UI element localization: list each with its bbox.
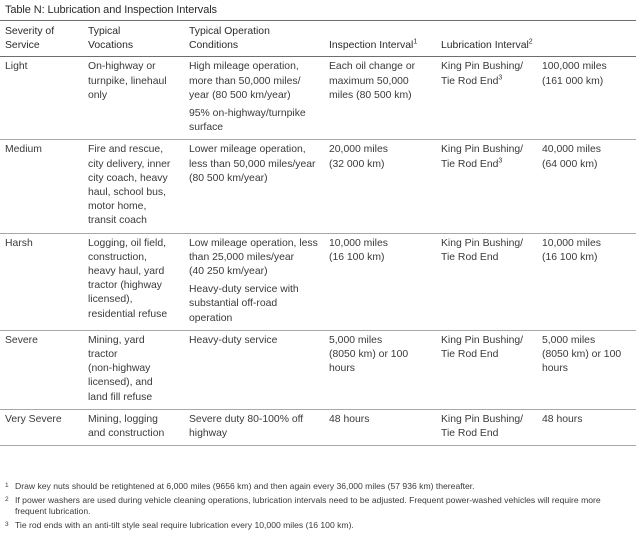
footnote-ref-1: 1 — [413, 38, 418, 46]
header-inspection-label: Inspection Interval — [329, 40, 414, 52]
vocations-cell-line: On-highway or — [88, 61, 156, 73]
table-row — [0, 140, 636, 233]
component-line: Tie Rod End — [441, 75, 499, 87]
component-line: King Pin Bushing/ — [441, 237, 524, 249]
component-line: Tie Rod End — [441, 428, 499, 440]
component-line: Tie Rod End — [441, 349, 499, 361]
conditions-cell-line: (40 250 km/year) — [189, 266, 268, 278]
conditions-cell-note-line: operation — [189, 312, 233, 324]
lube-interval-cell-line: 100,000 miles — [542, 61, 607, 73]
lube-interval-cell-line: 48 hours — [542, 413, 583, 425]
conditions-cell — [183, 140, 324, 233]
vocations-cell-line: licensed), — [88, 294, 133, 306]
vocations-cell-line: tractor (highway — [88, 280, 162, 292]
component-line: King Pin Bushing/ — [441, 334, 524, 346]
table-row — [0, 57, 636, 140]
inspection-cell — [324, 233, 436, 330]
table-header-row — [0, 21, 636, 57]
conditions-cell-note — [189, 283, 324, 326]
vocations-cell-line: Mining, logging — [88, 413, 158, 425]
table-row — [0, 409, 636, 445]
conditions-cell — [183, 330, 324, 409]
vocations-cell-line: turnpike, linehaul — [88, 75, 167, 87]
vocations-cell-line: (non-highway — [88, 363, 151, 375]
conditions-cell-line: Heavy-duty service — [189, 334, 278, 346]
conditions-cell — [183, 233, 324, 330]
footnotes — [5, 481, 633, 533]
lube-interval-cell-line: (16 100 km) — [542, 251, 598, 263]
lube-interval-cell-line: hours — [542, 363, 568, 375]
conditions-cell-line: less than 50,000 miles/year — [189, 158, 316, 170]
lube-interval-cell — [538, 330, 636, 409]
inspection-cell — [324, 409, 436, 445]
vocations-cell-line: transit coach — [88, 215, 147, 227]
conditions-cell — [183, 409, 324, 445]
severity-cell: Harsh — [0, 233, 82, 330]
component-line: Tie Rod End — [441, 158, 499, 170]
lube-interval-cell-line: (8050 km) or 100 — [542, 349, 622, 361]
vocations-cell-line: city coach, heavy — [88, 172, 168, 184]
header-lubrication — [436, 21, 636, 57]
inspection-cell-line: 10,000 miles — [329, 237, 388, 249]
conditions-cell-line: highway — [189, 428, 228, 440]
footnote — [5, 495, 633, 518]
vocations-cell — [82, 409, 183, 445]
vocations-cell-line: haul, school bus, — [88, 187, 166, 199]
inspection-cell — [324, 330, 436, 409]
conditions-cell — [183, 57, 324, 140]
inspection-cell — [324, 140, 436, 233]
vocations-cell — [82, 140, 183, 233]
inspection-cell-line: 20,000 miles — [329, 144, 388, 156]
vocations-cell — [82, 233, 183, 330]
table-title: Table N: Lubrication and Inspection Intervals — [5, 4, 217, 16]
component-cell — [436, 409, 538, 445]
conditions-cell-line: High mileage operation, — [189, 61, 299, 73]
inspection-cell-line: (16 100 km) — [329, 251, 385, 263]
vocations-cell-line: only — [88, 89, 108, 101]
vocations-cell — [82, 330, 183, 409]
header-conditions — [183, 21, 324, 57]
header-inspection — [324, 21, 436, 57]
component-line: King Pin Bushing/ — [441, 144, 524, 156]
lube-interval-cell — [538, 57, 636, 140]
inspection-cell — [324, 57, 436, 140]
header-vocations-line1: Typical — [88, 26, 121, 37]
vocations-cell-line: tractor — [88, 349, 118, 361]
vocations-cell-line: Logging, oil field, — [88, 237, 166, 249]
severity-cell: Very Severe — [0, 409, 82, 445]
lube-interval-cell — [538, 140, 636, 233]
lube-interval-cell-line: 10,000 miles — [542, 237, 601, 249]
inspection-cell-line: 5,000 miles — [329, 334, 383, 346]
footnote-ref-3: 3 — [498, 157, 503, 165]
conditions-cell-line: Severe duty 80-100% off — [189, 413, 304, 425]
vocations-cell-line: and construction — [88, 428, 165, 440]
lube-interval-cell-line: (64 000 km) — [542, 158, 598, 170]
header-severity-line1: Severity of — [5, 26, 55, 37]
conditions-cell-note-line: surface — [189, 122, 224, 134]
footnote-text: Draw key nuts should be retightened at 6,000 miles (9656 km) and then again every 36,000 miles (57 936 km) thereafter. — [15, 481, 475, 491]
header-severity-line2: Service — [5, 40, 40, 52]
footnote — [5, 481, 633, 493]
footnote-ref-2: 2 — [528, 38, 533, 46]
inspection-cell-line: (32 000 km) — [329, 158, 385, 170]
footnote-text: If power washers are used during vehicle cleaning operations, lubrication intervals need to be adjusted. Frequent power-washed vehicles will require more frequent lubrication. — [15, 494, 601, 517]
inspection-cell-line: maximum 50,000 — [329, 75, 409, 87]
component-cell — [436, 57, 538, 140]
header-conditions-line2: Conditions — [189, 40, 239, 52]
severity-cell: Medium — [0, 140, 82, 233]
vocations-cell-line: city delivery, inner — [88, 158, 171, 170]
lube-interval-cell-line: (161 000 km) — [542, 75, 604, 87]
conditions-cell-note-line: 95% on-highway/turnpike — [189, 108, 306, 120]
vocations-cell-line: Fire and rescue, — [88, 144, 164, 156]
header-vocations — [82, 21, 183, 57]
conditions-cell-line: Lower mileage operation, — [189, 144, 306, 156]
vocations-cell — [82, 57, 183, 140]
lubrication-inspection-table — [0, 20, 636, 446]
conditions-cell-note-line: substantial off-road — [189, 298, 278, 310]
lube-interval-cell-line: 5,000 miles — [542, 334, 596, 346]
inspection-cell-line: miles (80 500 km) — [329, 89, 412, 101]
header-vocations-line2: Vocations — [88, 40, 134, 52]
conditions-cell-line: than 25,000 miles/year — [189, 251, 295, 263]
header-lubrication-label: Lubrication Interval — [441, 40, 529, 52]
table-row — [0, 233, 636, 330]
vocations-cell-line: residential refuse — [88, 308, 168, 320]
inspection-cell-line: Each oil change or — [329, 61, 416, 73]
vocations-cell-line: motor home, — [88, 201, 147, 213]
lube-interval-cell — [538, 409, 636, 445]
header-conditions-line1: Typical Operation — [189, 26, 270, 37]
component-line: King Pin Bushing/ — [441, 61, 524, 73]
conditions-cell-line: more than 50,000 miles/ — [189, 75, 301, 87]
conditions-cell-line: (80 500 km/year) — [189, 172, 268, 184]
footnote-number: 1 — [5, 482, 9, 489]
conditions-cell-line: Low mileage operation, less — [189, 237, 318, 249]
vocations-cell-line: construction, — [88, 251, 147, 263]
footnote-number: 2 — [5, 495, 9, 503]
table-body — [0, 57, 636, 446]
table-row — [0, 330, 636, 409]
inspection-cell-line: hours — [329, 363, 355, 375]
lube-interval-cell-line: 40,000 miles — [542, 144, 601, 156]
vocations-cell-line: land fill refuse — [88, 391, 153, 403]
component-line: King Pin Bushing/ — [441, 413, 524, 425]
vocations-cell-line: licensed), and — [88, 377, 153, 389]
component-cell — [436, 233, 538, 330]
footnote-ref-3: 3 — [498, 74, 503, 82]
footnote-number: 3 — [5, 520, 9, 528]
footnote-text: Tie rod ends with an anti-tilt style seal require lubrication every 10,000 miles (16 100 km). — [15, 519, 354, 530]
lube-interval-cell — [538, 233, 636, 330]
inspection-cell-line: 48 hours — [329, 413, 370, 425]
conditions-cell-note — [189, 107, 324, 135]
severity-cell: Light — [0, 57, 82, 140]
conditions-cell-note-line: Heavy-duty service with — [189, 284, 299, 296]
header-severity — [0, 21, 82, 57]
component-cell — [436, 140, 538, 233]
conditions-cell-line: year (80 500 km/year) — [189, 89, 291, 101]
severity-cell: Severe — [0, 330, 82, 409]
vocations-cell-line: heavy haul, yard — [88, 266, 165, 278]
component-line: Tie Rod End — [441, 251, 499, 263]
vocations-cell-line: Mining, yard — [88, 334, 145, 346]
footnote — [5, 520, 633, 532]
inspection-cell-line: (8050 km) or 100 — [329, 349, 409, 361]
component-cell — [436, 330, 538, 409]
